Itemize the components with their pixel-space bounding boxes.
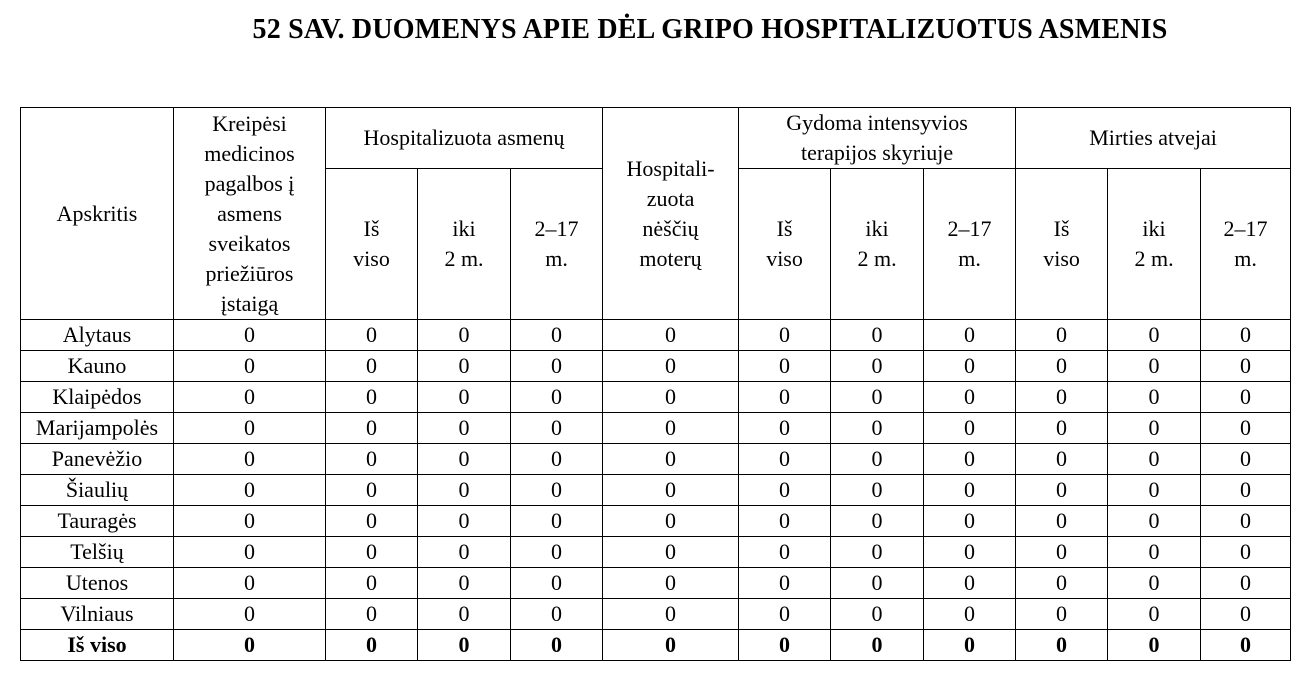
value-cell: 0 [924, 537, 1016, 568]
subheader-is-viso: Iš viso [739, 169, 831, 320]
value-cell: 0 [418, 320, 511, 351]
value-cell: 0 [603, 413, 739, 444]
region-cell: Klaipėdos [21, 382, 174, 413]
region-cell: Utenos [21, 568, 174, 599]
value-cell: 0 [418, 537, 511, 568]
value-cell: 0 [326, 382, 418, 413]
region-cell: Šiaulių [21, 475, 174, 506]
table-row [21, 444, 1291, 475]
value-cell: 0 [1016, 444, 1108, 475]
value-cell: 0 [1016, 382, 1108, 413]
region-cell: Alytaus [21, 320, 174, 351]
value-cell: 0 [511, 630, 603, 661]
value-cell: 0 [418, 444, 511, 475]
value-cell: 0 [603, 320, 739, 351]
value-cell: 0 [831, 413, 924, 444]
value-cell: 0 [1201, 475, 1291, 506]
value-cell: 0 [603, 506, 739, 537]
value-cell: 0 [1108, 475, 1201, 506]
value-cell: 0 [174, 599, 326, 630]
value-cell: 0 [924, 599, 1016, 630]
value-cell: 0 [739, 475, 831, 506]
value-cell: 0 [174, 351, 326, 382]
region-cell: Tauragės [21, 506, 174, 537]
value-cell: 0 [326, 568, 418, 599]
value-cell: 0 [1201, 413, 1291, 444]
value-cell: 0 [174, 475, 326, 506]
header-hospitalizuota: Hospitalizuota asmenų [326, 108, 603, 169]
value-cell: 0 [739, 320, 831, 351]
value-cell: 0 [1016, 568, 1108, 599]
value-cell: 0 [1016, 506, 1108, 537]
region-cell: Kauno [21, 351, 174, 382]
value-cell: 0 [1108, 320, 1201, 351]
value-cell: 0 [831, 599, 924, 630]
value-cell: 0 [174, 444, 326, 475]
value-cell: 0 [739, 568, 831, 599]
value-cell: 0 [603, 568, 739, 599]
value-cell: 0 [174, 537, 326, 568]
value-cell: 0 [1016, 413, 1108, 444]
region-cell: Panevėžio [21, 444, 174, 475]
region-cell: Iš viso [21, 630, 174, 661]
value-cell: 0 [831, 475, 924, 506]
value-cell: 0 [174, 413, 326, 444]
region-cell: Telšių [21, 537, 174, 568]
value-cell: 0 [418, 413, 511, 444]
value-cell: 0 [603, 382, 739, 413]
value-cell: 0 [924, 444, 1016, 475]
value-cell: 0 [739, 630, 831, 661]
total-row [21, 630, 1291, 661]
value-cell: 0 [1108, 413, 1201, 444]
value-cell: 0 [603, 475, 739, 506]
region-cell: Marijampolės [21, 413, 174, 444]
value-cell: 0 [326, 630, 418, 661]
value-cell: 0 [1201, 444, 1291, 475]
value-cell: 0 [511, 413, 603, 444]
subheader-2-17: 2–17 m. [1201, 169, 1291, 320]
value-cell: 0 [739, 506, 831, 537]
value-cell: 0 [326, 351, 418, 382]
value-cell: 0 [174, 630, 326, 661]
value-cell: 0 [1201, 537, 1291, 568]
value-cell: 0 [511, 444, 603, 475]
value-cell: 0 [603, 599, 739, 630]
value-cell: 0 [326, 413, 418, 444]
value-cell: 0 [1108, 444, 1201, 475]
table-row [21, 320, 1291, 351]
value-cell: 0 [739, 599, 831, 630]
value-cell: 0 [326, 444, 418, 475]
value-cell: 0 [1016, 630, 1108, 661]
table-row [21, 382, 1291, 413]
value-cell: 0 [1016, 599, 1108, 630]
value-cell: 0 [924, 475, 1016, 506]
value-cell: 0 [1016, 351, 1108, 382]
value-cell: 0 [1108, 599, 1201, 630]
region-cell: Vilniaus [21, 599, 174, 630]
value-cell: 0 [603, 537, 739, 568]
value-cell: 0 [739, 537, 831, 568]
value-cell: 0 [418, 630, 511, 661]
value-cell: 0 [739, 382, 831, 413]
value-cell: 0 [831, 506, 924, 537]
value-cell: 0 [1201, 351, 1291, 382]
value-cell: 0 [603, 630, 739, 661]
value-cell: 0 [511, 506, 603, 537]
value-cell: 0 [418, 599, 511, 630]
subheader-iki-2: iki 2 m. [418, 169, 511, 320]
header-apskritis: Apskritis [21, 108, 174, 320]
table-row [21, 537, 1291, 568]
value-cell: 0 [1201, 320, 1291, 351]
table-row [21, 413, 1291, 444]
value-cell: 0 [924, 568, 1016, 599]
value-cell: 0 [326, 537, 418, 568]
value-cell: 0 [326, 506, 418, 537]
value-cell: 0 [511, 382, 603, 413]
value-cell: 0 [1108, 568, 1201, 599]
value-cell: 0 [603, 351, 739, 382]
value-cell: 0 [924, 320, 1016, 351]
value-cell: 0 [418, 382, 511, 413]
document-title: 52 SAV. DUOMENYS APIE DĖL GRIPO HOSPITALIZUOTUS ASMENIS [252, 14, 1168, 45]
table-body [21, 320, 1291, 661]
table-row [21, 506, 1291, 537]
subheader-iki-2: iki 2 m. [831, 169, 924, 320]
value-cell: 0 [924, 413, 1016, 444]
value-cell: 0 [418, 475, 511, 506]
value-cell: 0 [174, 506, 326, 537]
value-cell: 0 [831, 537, 924, 568]
value-cell: 0 [739, 413, 831, 444]
value-cell: 0 [1201, 506, 1291, 537]
value-cell: 0 [1108, 506, 1201, 537]
value-cell: 0 [511, 475, 603, 506]
value-cell: 0 [511, 537, 603, 568]
header-row-1 [21, 108, 1291, 169]
value-cell: 0 [511, 351, 603, 382]
hospitalization-table [20, 107, 1291, 661]
value-cell: 0 [1016, 475, 1108, 506]
value-cell: 0 [1108, 351, 1201, 382]
value-cell: 0 [1108, 382, 1201, 413]
value-cell: 0 [924, 351, 1016, 382]
header-gydoma-intensyvios: Gydoma intensyvios terapijos skyriuje [739, 108, 1016, 169]
value-cell: 0 [1108, 537, 1201, 568]
value-cell: 0 [174, 568, 326, 599]
value-cell: 0 [1016, 537, 1108, 568]
table-row [21, 568, 1291, 599]
value-cell: 0 [924, 630, 1016, 661]
value-cell: 0 [1201, 568, 1291, 599]
value-cell: 0 [326, 599, 418, 630]
subheader-is-viso: Iš viso [1016, 169, 1108, 320]
header-hospitalizuota-nesciu: Hospitali- zuota nėščių moterų [603, 108, 739, 320]
value-cell: 0 [1201, 599, 1291, 630]
value-cell: 0 [418, 351, 511, 382]
subheader-is-viso: Iš viso [326, 169, 418, 320]
value-cell: 0 [831, 382, 924, 413]
value-cell: 0 [831, 630, 924, 661]
value-cell: 0 [831, 351, 924, 382]
table-row [21, 599, 1291, 630]
value-cell: 0 [603, 444, 739, 475]
value-cell: 0 [326, 475, 418, 506]
value-cell: 0 [174, 320, 326, 351]
value-cell: 0 [831, 444, 924, 475]
value-cell: 0 [739, 351, 831, 382]
value-cell: 0 [831, 568, 924, 599]
value-cell: 0 [924, 506, 1016, 537]
header-kreipesi: Kreipėsi medicinos pagalbos į asmens sveikatos priežiūros įstaigą [174, 108, 326, 320]
value-cell: 0 [326, 320, 418, 351]
value-cell: 0 [1108, 630, 1201, 661]
value-cell: 0 [831, 320, 924, 351]
value-cell: 0 [174, 382, 326, 413]
value-cell: 0 [1201, 382, 1291, 413]
value-cell: 0 [1016, 320, 1108, 351]
header-mirties-atvejai: Mirties atvejai [1016, 108, 1291, 169]
value-cell: 0 [511, 320, 603, 351]
table-row [21, 351, 1291, 382]
value-cell: 0 [418, 568, 511, 599]
subheader-2-17: 2–17 m. [511, 169, 603, 320]
value-cell: 0 [1201, 630, 1291, 661]
subheader-2-17: 2–17 m. [924, 169, 1016, 320]
value-cell: 0 [418, 506, 511, 537]
value-cell: 0 [924, 382, 1016, 413]
table-row [21, 475, 1291, 506]
value-cell: 0 [511, 599, 603, 630]
subheader-iki-2: iki 2 m. [1108, 169, 1201, 320]
value-cell: 0 [511, 568, 603, 599]
value-cell: 0 [739, 444, 831, 475]
